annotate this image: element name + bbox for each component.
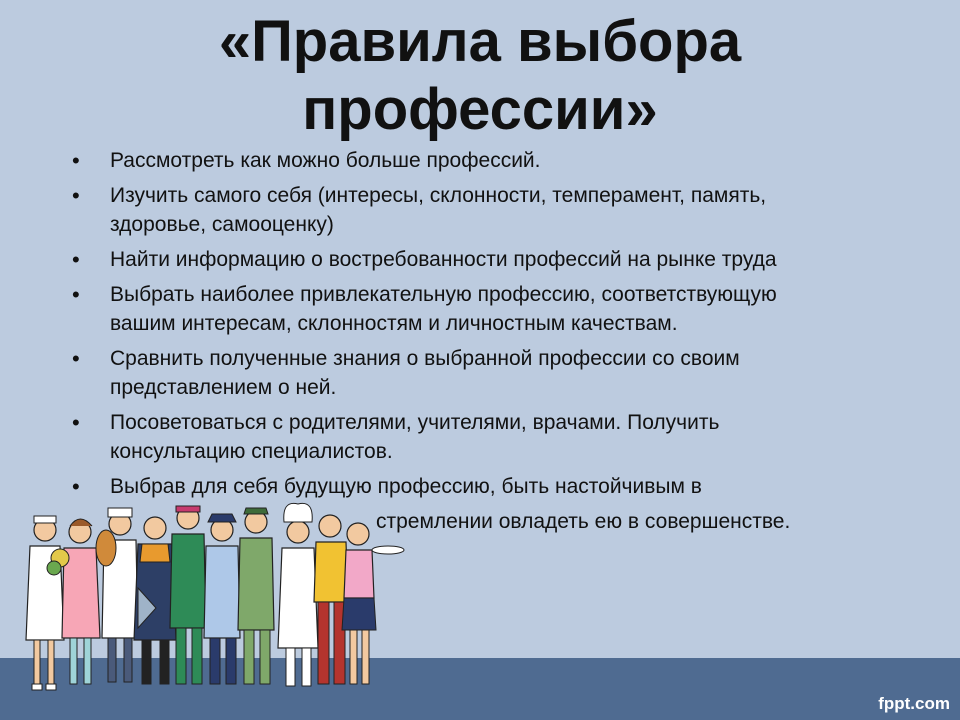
watermark: fppt.com xyxy=(878,694,950,713)
bullet-text: Найти информацию о востребованности профессий на рынке труда xyxy=(110,248,777,271)
title-line-1: «Правила выбора xyxy=(218,9,742,74)
bullet-item xyxy=(72,280,932,338)
fishmonger-figure xyxy=(134,517,176,684)
bullet-item xyxy=(72,408,932,466)
bullet-item xyxy=(72,245,932,274)
bullet-text: Посоветоваться с родителями, учителями, врачами. Получить xyxy=(110,411,720,434)
bullet-text: Выбрать наиболее привлекательную профессию, соответствующую xyxy=(110,283,777,306)
bullet-text: Сравнить полученные знания о выбранной профессии со своим xyxy=(110,347,740,370)
bullet-list xyxy=(72,146,932,507)
bullet-dot: • xyxy=(72,282,80,307)
bullet-dot: • xyxy=(72,183,80,208)
baker-figure xyxy=(96,508,138,682)
chef-figure xyxy=(278,503,318,686)
bullet-text-cont: здоровье, самооценку) xyxy=(110,213,334,236)
bullet-text: Изучить самого себя (интересы, склонности, темперамент, память, xyxy=(110,184,767,207)
bullet-text: Рассмотреть как можно больше профессий. xyxy=(110,149,541,172)
bullet-item xyxy=(72,344,932,402)
man-figure xyxy=(314,515,348,684)
bullet-item xyxy=(72,472,932,501)
bullet-text-cont: вашим интересам, склонностям и личностным качествам. xyxy=(110,312,678,335)
bullet-item xyxy=(72,181,932,239)
bullet-dot: • xyxy=(72,148,80,173)
last-bullet-continuation: стремлении овладеть ею в совершенстве. xyxy=(376,510,791,533)
bullet-dot: • xyxy=(72,474,80,499)
bullet-text-cont: консультацию специалистов. xyxy=(110,440,393,463)
nurse-figure xyxy=(26,516,64,690)
professions-illustration xyxy=(20,498,410,706)
soldier-figure xyxy=(238,508,274,684)
police-figure xyxy=(204,514,240,684)
waitress-figure xyxy=(342,523,404,684)
worker-figure xyxy=(170,506,206,684)
title-line-2: профессии» xyxy=(302,77,658,142)
bullet-item xyxy=(72,146,932,175)
slide-title xyxy=(0,8,960,144)
bullet-text: Выбрав для себя будущую профессию, быть настойчивым в xyxy=(110,475,702,498)
bullet-dot: • xyxy=(72,410,80,435)
bullet-text-cont: представлением о ней. xyxy=(110,376,337,399)
bullet-dot: • xyxy=(72,346,80,371)
bullet-dot: • xyxy=(72,247,80,272)
